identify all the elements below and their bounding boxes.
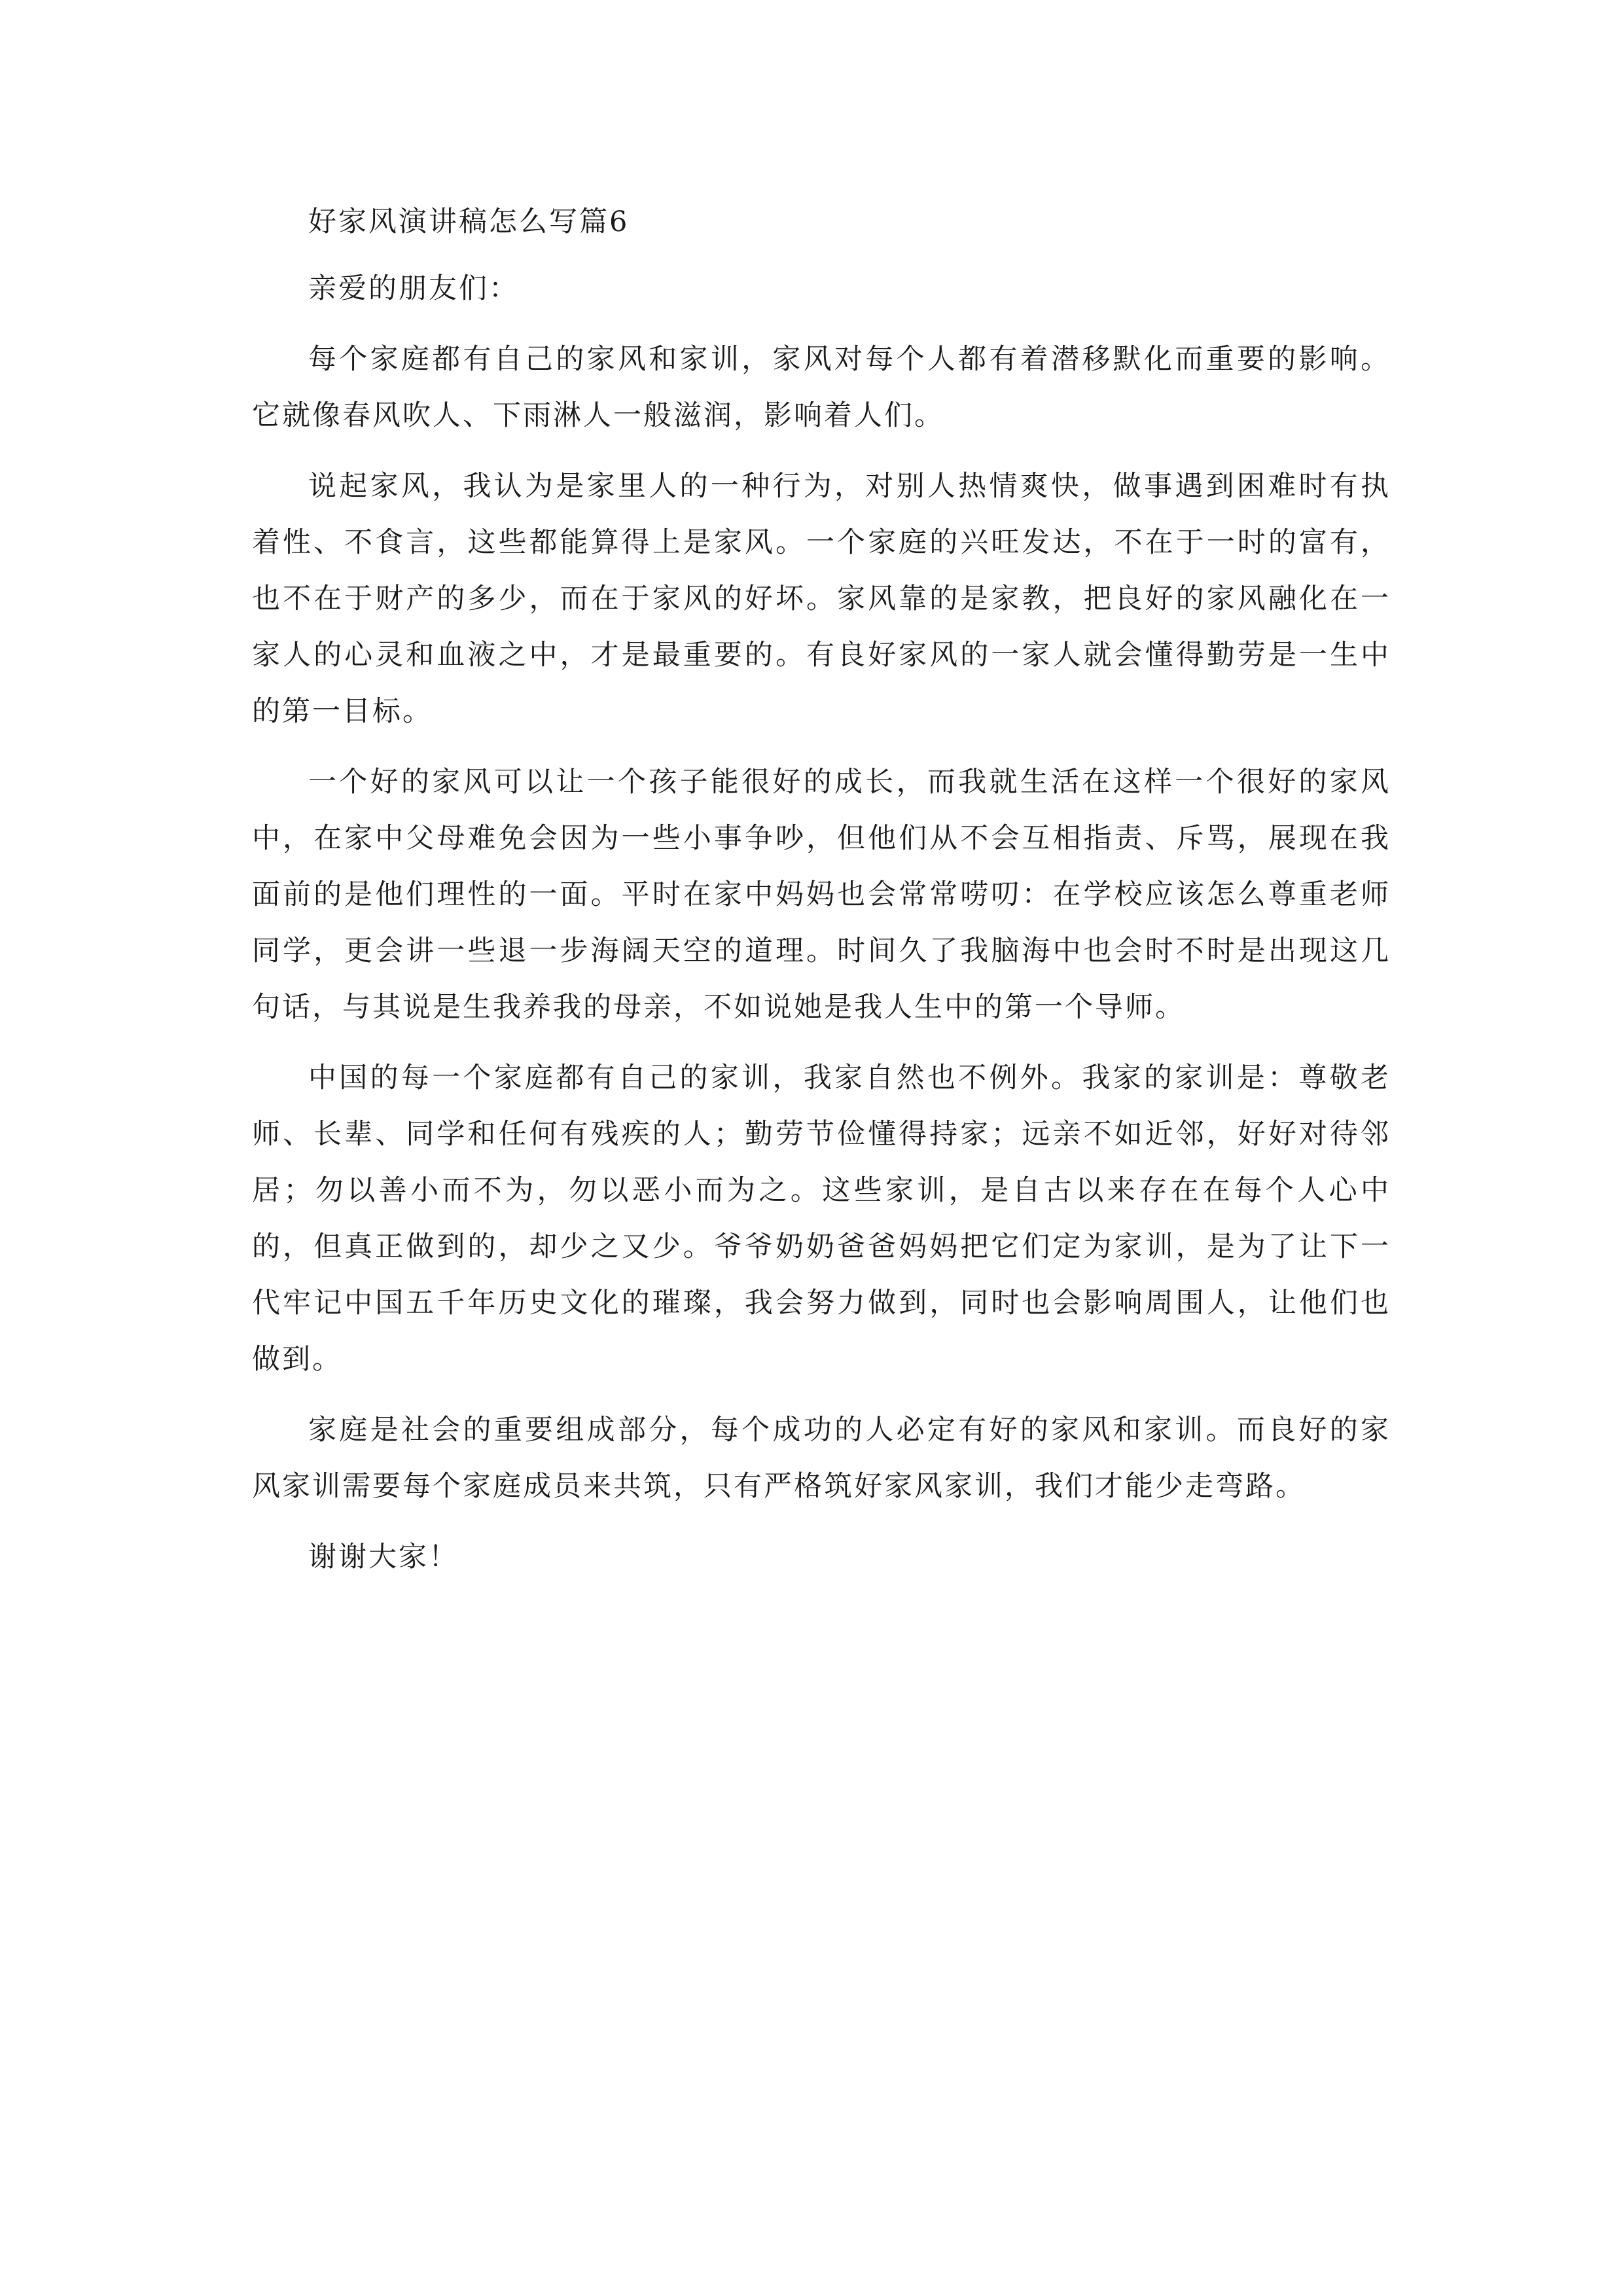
document-title: 好家风演讲稿怎么写篇6	[308, 206, 630, 238]
paragraph-2: 说起家风，我认为是家里人的一种行为，对别人热情爽快，做事遇到困难时有执着性、不食言，这些都能算得上是家风。一个家庭的兴旺发达，不在于一时的富有，也不在于财产的多少，而在于家风的好坏。家风靠的是家教，把良好的家风融化在一家人的心灵和血液之中，才是最重要的。有良好家风的一家人就会懂得勤劳是一生中的第一目标。	[252, 470, 1391, 728]
closing-remark: 谢谢大家！	[308, 1541, 459, 1573]
salutation: 亲爱的朋友们：	[308, 272, 519, 305]
paragraph-5: 家庭是社会的重要组成部分，每个成功的人必定有好的家风和家训。而良好的家风家训需要每个家庭成员来共筑，只有严格筑好家风家训，我们才能少走弯路。	[252, 1414, 1391, 1503]
paragraph-4: 中国的每一个家庭都有自己的家训，我家自然也不例外。我家的家训是：尊敬老师、长辈、同学和任何有残疾的人；勤劳节俭懂得持家；远亲不如近邻，好好对待邻居；勿以善小而不为，勿以恶小而为之。这些家训，是自古以来存在在每个人心中的，但真正做到的，却少之又少。爷爷奶奶爸爸妈妈把它们定为家训，是为了让下一代牢记中国五千年历史文化的璀璨，我会努力做到，同时也会影响周围人，让他们也做到。	[252, 1062, 1391, 1376]
document-body	[252, 194, 1391, 1585]
paragraph-1: 每个家庭都有自己的家风和家训，家风对每个人都有着潜移默化而重要的影响。它就像春风吹人、下雨淋人一般滋润，影响着人们。	[252, 343, 1391, 432]
paragraph-3: 一个好的家风可以让一个孩子能很好的成长，而我就生活在这样一个很好的家风中，在家中父母难免会因为一些小事争吵，但他们从不会互相指责、斥骂，展现在我面前的是他们理性的一面。平时在家中妈妈也会常常唠叨：在学校应该怎么尊重老师同学，更会讲一些退一步海阔天空的道理。时间久了我脑海中也会时不时是出现这几句话，与其说是生我养我的母亲，不如说她是我人生中的第一个导师。	[252, 766, 1391, 1024]
